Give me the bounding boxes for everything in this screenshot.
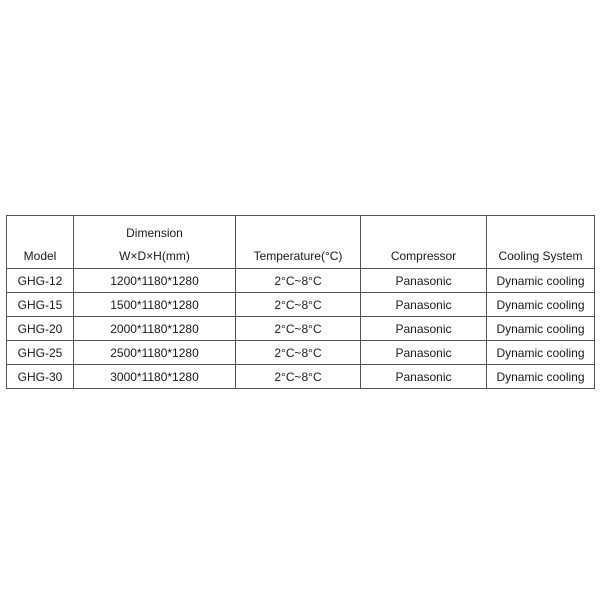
table-body xyxy=(7,269,595,389)
cell-dimension: 1200*1180*1280 xyxy=(74,269,236,293)
cell-compressor: Panasonic xyxy=(361,293,487,317)
header-model: Model xyxy=(7,216,74,269)
cell-compressor: Panasonic xyxy=(361,317,487,341)
cell-cooling-system: Dynamic cooling xyxy=(487,341,595,365)
header-temperature: Temperature(°C) xyxy=(236,216,361,269)
cell-model: GHG-15 xyxy=(7,293,74,317)
cell-temperature: 2°C~8°C xyxy=(236,293,361,317)
cell-temperature: 2°C~8°C xyxy=(236,269,361,293)
cell-cooling-system: Dynamic cooling xyxy=(487,317,595,341)
cell-cooling-system: Dynamic cooling xyxy=(487,365,595,389)
cell-model: GHG-12 xyxy=(7,269,74,293)
table-row xyxy=(7,317,595,341)
header-dimension-line1: Dimension xyxy=(126,226,183,240)
header-row xyxy=(7,216,595,269)
header-dimension xyxy=(74,216,236,269)
table-row xyxy=(7,341,595,365)
cell-dimension: 3000*1180*1280 xyxy=(74,365,236,389)
cell-temperature: 2°C~8°C xyxy=(236,365,361,389)
table-row xyxy=(7,365,595,389)
cell-dimension: 2500*1180*1280 xyxy=(74,341,236,365)
table-header xyxy=(7,216,595,269)
cell-temperature: 2°C~8°C xyxy=(236,341,361,365)
cell-model: GHG-20 xyxy=(7,317,74,341)
cell-dimension: 1500*1180*1280 xyxy=(74,293,236,317)
cell-model: GHG-30 xyxy=(7,365,74,389)
cell-compressor: Panasonic xyxy=(361,269,487,293)
table-row xyxy=(7,293,595,317)
header-cooling-system: Cooling System xyxy=(487,216,595,269)
cell-cooling-system: Dynamic cooling xyxy=(487,269,595,293)
header-compressor: Compressor xyxy=(361,216,487,269)
spec-table xyxy=(6,215,595,389)
cell-compressor: Panasonic xyxy=(361,365,487,389)
cell-temperature: 2°C~8°C xyxy=(236,317,361,341)
cell-dimension: 2000*1180*1280 xyxy=(74,317,236,341)
cell-compressor: Panasonic xyxy=(361,341,487,365)
cell-model: GHG-25 xyxy=(7,341,74,365)
cell-cooling-system: Dynamic cooling xyxy=(487,293,595,317)
table-row xyxy=(7,269,595,293)
header-dimension-line2: W×D×H(mm) xyxy=(119,249,190,263)
